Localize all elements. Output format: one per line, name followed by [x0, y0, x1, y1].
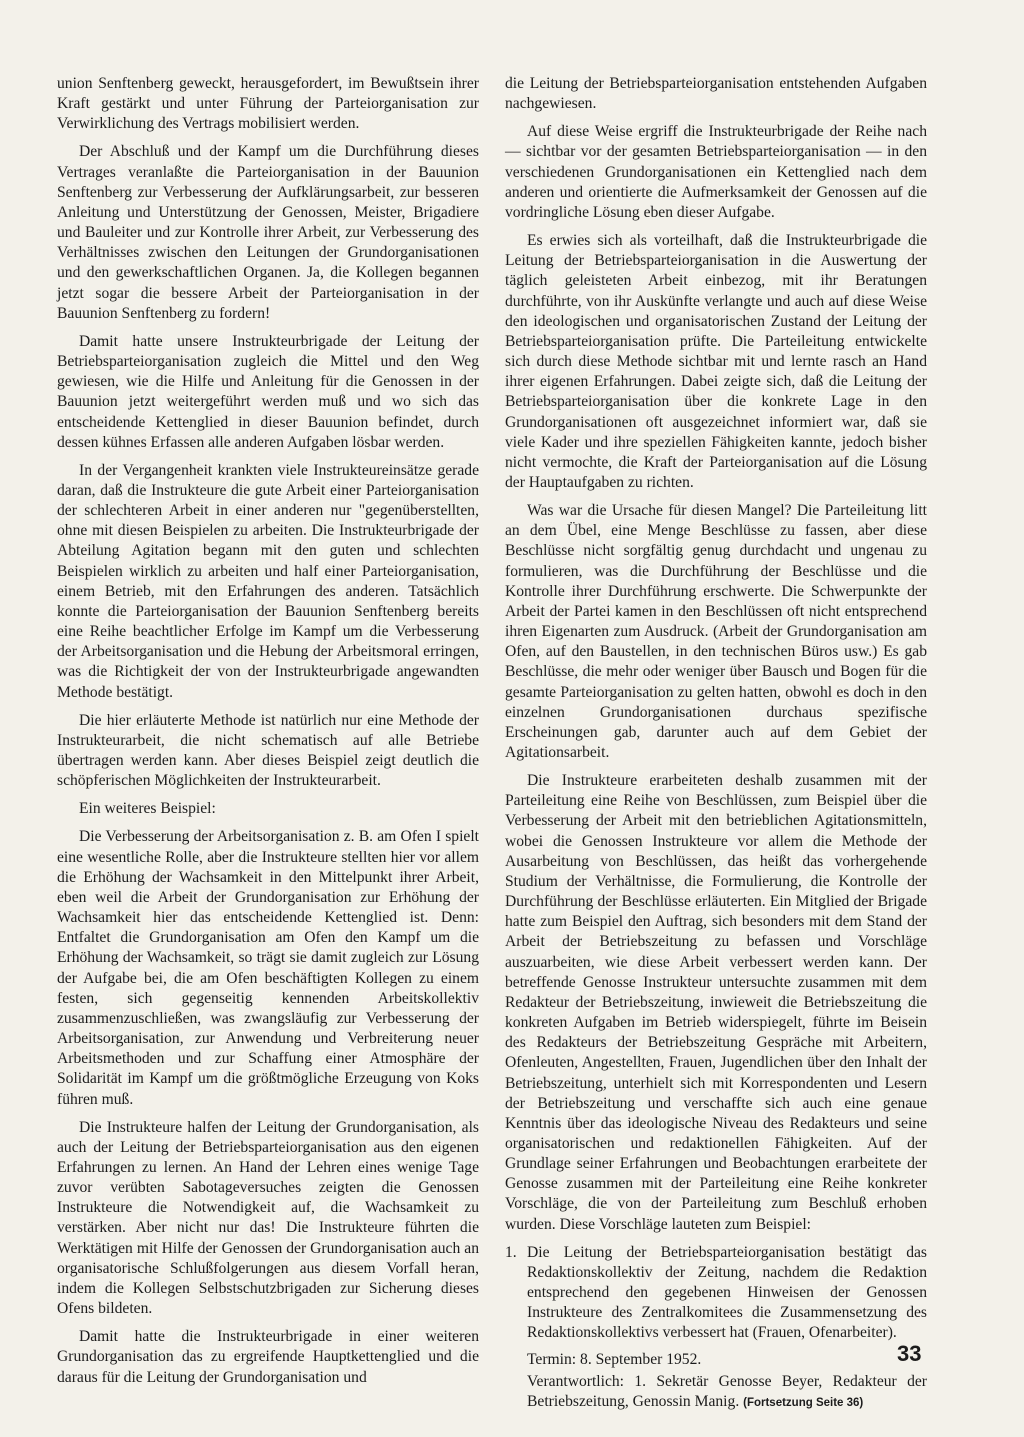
- paragraph: Damit hatte unsere Instrukteurbrigade der Leitung der Betriebsparteiorganisation zugleich die Mittel und den Weg gewiesen, wie die Hilfe und Anleitung für die Genossen in der Bauunion jetzt weitergeführt werden muß und wo sich das entscheidende Kettenglied in dieser Bauunion befindet, durch dessen kühnes Erfassen alle anderen Aufgaben lösbar werden.: [57, 332, 479, 451]
- paragraph: Die Instrukteure halfen der Leitung der Grundorganisation, als auch der Leitung der Betriebsparteiorganisation aus den eigenen Erfahrungen zu lernen. An Hand der Lehren eines wenige Tage zuvor verübten Sabotageversuches zeigten die Genossen Instrukteure die Notwendigkeit auf, die Wachsamkeit zu verstärken. Aber nicht nur das! Die Instrukteure führten die Werktätigen mit Hilfe der Genossen der Grundorganisation auch an organisatorische Schlußfolgerungen aus diesem Vorfall heran, indem die Kollegen Selbstschutzbrigaden zur Sicherung dieses Ofens bildeten.: [57, 1118, 479, 1318]
- paragraph: In der Vergangenheit krankten viele Instrukteureinsätze gerade daran, daß die Instrukteure die gute Arbeit einer Parteiorganisation der schlechteren Arbeit in einer anderen nur "gegenüberstellten, ohne mit diesen Beispielen zu arbeiten. Die Instrukteurbrigade der Abteilung Agitation begann mit den guten und schlechten Beispielen wirklich zu arbeiten und half einer Parteiorganisation, einem Betrieb, mit den Erfahrungen des anderen. Tatsächlich konnte die Parteiorganisation der Bauunion Senftenberg bereits eine Reihe beachtlicher Erfolge im Kampf um die Verbesserung der Arbeitsorganisation und die Hebung der Arbeitsmoral erringen, was die Richtigkeit der von der Instrukteurbrigade angewandten Methode bestätigt.: [57, 461, 479, 701]
- paragraph: die Leitung der Betriebsparteiorganisation entstehenden Aufgaben nachgewiesen.: [505, 75, 927, 113]
- paragraph: Die Instrukteure erarbeiteten deshalb zusammen mit der Parteileitung eine Reihe von Beschlüssen, zum Beispiel über die Verbesserung der Arbeit mit den betrieblichen Agitationsmitteln, wobei die Genossen Instrukteure vor allem die Methode der Ausarbeitung von Beschlüssen, das heißt das vorhergehende Studium der Verhältnisse, die Formulierung, die Kontrolle der Durchführung der Beschlüsse erläuterten. Ein Mitglied der Brigade hatte zum Beispiel den Auftrag, sich besonders mit dem Stand der Arbeit der Betriebszeitung zu befassen und Vorschläge auszuarbeiten, wie diese Arbeit verbessert werden kann. Der betreffende Genosse Instrukteur untersuchte zusammen mit dem Redakteur der Betriebszeitung, inwieweit die Betriebszeitung die konkreten Aufgaben im Betrieb widerspiegelt, führte im Beisein des Redakteurs der Betriebszeitung Gespräche mit Arbeitern, Ofenleuten, Angestellten, Frauen, Jugendlichen über den Inhalt der Betriebszeitung, unterhielt sich mit Korrespondenten und Lesern der Betriebszeitung und verschaffte sich auch eine genaue Kenntnis über das ideologische Niveau des Redakteurs und seine organisatorischen und redaktionellen Fähigkeiten. Auf der Grundlage seiner Erfahrungen und Beobachtungen erarbeitete der Genosse zusammen mit der Parteileitung eine Reihe konkreter Vorschläge, die von der Parteileitung zum Beschluß erhoben wurden. Diese Vorschläge lauteten zum Beispiel:: [505, 772, 927, 1233]
- paragraph: Die hier erläuterte Methode ist natürlich nur eine Methode der Instrukteurarbeit, die nicht schematisch auf alle Betriebe übertragen werden kann. Aber dieses Beispiel zeigt deutlich die schöpferischen Möglichkeiten der Instrukteurarbeit.: [57, 711, 479, 790]
- right-text-column: [505, 74, 927, 1413]
- continuation-note: (Fortsetzung Seite 36): [743, 1396, 864, 1409]
- list-item-text: Die Leitung der Betriebsparteiorganisation bestätigt das Redaktionskollektiv der Zeitung, nachdem die Redaktion entsprechend den gegebenen Hinweisen der Genossen Instrukteure des Zentralkomitees die Zusammensetzung des Redaktionskollektivs verbessert hat (Frauen, Ofenarbeiter).: [527, 1243, 927, 1342]
- list-item-number: 1.: [505, 1243, 517, 1261]
- paragraph: Was war die Ursache für diesen Mangel? Die Parteileitung litt an dem Übel, eine Menge Beschlüsse zu fassen, aber diese Beschlüsse nicht sorgfältig genug durchdacht und ungenau zu formulieren, was die Durchführung der Beschlüsse und die Kontrolle ihrer Durchführung erschwerte. Die Schwerpunkte der Arbeit der Partei kamen in den Beschlüssen oft nicht entsprechend ihren Eigenarten zum Ausdruck. (Arbeit der Grundorganisation am Ofen, auf den Baustellen, in den technischen Büros usw.) Es gab Beschlüsse, die mehr oder weniger über Bausch und Bogen für die gesamte Parteiorganisation zu gelten hatten, obwohl es doch in den einzelnen Grundorganisationen durchaus spezifische Erscheinungen gab, darunter auch auf dem Gebiet der Agitationsarbeit.: [505, 502, 927, 761]
- responsible-text: Verantwortlich: 1. Sekretär Genosse Beyer, Redakteur der Betriebszeitung, Genossin Manig.: [527, 1372, 927, 1410]
- paragraph: Ein weiteres Beispiel:: [79, 800, 216, 818]
- paragraph: Es erwies sich als vorteilhaft, daß die Instrukteurbrigade die Leitung der Betriebsparteiorganisation in die Auswertung der täglich geleisteten Arbeit einbezog, mit ihr Beratungen durchführte, von ihr Auskünfte verlangte und auch auf diese Weise den ideologischen und organisatorischen Zustand der Leitung der Betriebsparteiorganisation prüfte. Die Parteileitung entwickelte sich durch diese Methode sichtbar mit und lernte rasch an Hand ihrer eigenen Erfahrungen. Dabei zeigte sich, daß die Leitung der Betriebsparteiorganisation über die konkrete Lage in den Grundorganisationen oft ausgezeichnet informiert war, daß sie viele Kader und ihre speziellen Fähigkeiten kannte, jedoch bisher nicht vermochte, die Kraft der Parteiorganisation auf die Lösung der Hauptaufgaben zu richten.: [505, 232, 927, 491]
- paragraph: Der Abschluß und der Kampf um die Durchführung dieses Vertrages veranlaßte die Parteiorganisation in der Bauunion Senftenberg zur Verbesserung der Aufklärungsarbeit, zur besseren Anleitung und Unterstützung der Genossen, Meister, Brigadiere und Bauleiter und zur Kontrolle ihrer Arbeit, zur Verbesserung des Verhältnisses zwischen den Leitungen der Grundorganisationen und den gewerkschaftlichen Organen. Ja, die Kollegen begannen jetzt sogar die bessere Arbeit der Parteiorganisation in der Bauunion Senftenberg zu fordern!: [57, 143, 479, 322]
- responsible-line: [527, 1372, 927, 1413]
- paragraph: Auf diese Weise ergriff die Instrukteurbrigade der Reihe nach — sichtbar vor der gesamten Betriebsparteiorganisation — in den verschiedenen Grundorganisationen ein Kettenglied nach dem anderen und orientierte die Aufmerksamkeit der Genossen auf die vordringliche Lösung eben dieser Aufgabe.: [505, 123, 927, 221]
- left-text-column: [57, 74, 479, 1396]
- deadline-line: Termin: 8. September 1952.: [527, 1350, 702, 1368]
- paragraph: Die Verbesserung der Arbeitsorganisation z. B. am Ofen I spielt eine wesentliche Rolle, aber die Instrukteure stellten hier vor allem die Erhöhung der Wachsamkeit in den Mittelpunkt ihrer Arbeit, eben weil die Arbeit der Grundorganisation zur Erhöhung der Wachsamkeit hier das entscheidende Kettenglied ist. Denn: Entfaltet die Grundorganisation am Ofen den Kampf um die Erhöhung der Wachsamkeit, so trägt sie damit zugleich zur Lösung der Aufgabe bei, die am Ofen beschäftigten Kollegen zu einem festen, sich gegenseitig kennenden Arbeitskollektiv zusammenzuschließen, was zwangsläufig zur Verbesserung der Arbeitsorganisation, zur Anwendung und Verbreiterung neuer Arbeitsmethoden und zur Schaffung einer Atmosphäre der Solidarität im Kampf um die größtmögliche Erzeugung von Koks führen muß.: [57, 828, 479, 1108]
- page-number: 33: [897, 1341, 922, 1366]
- numbered-list-item: [505, 1243, 927, 1344]
- paragraph: union Senftenberg geweckt, herausgefordert, im Bewußtsein ihrer Kraft gestärkt und unter Führung der Parteiorganisation zur Verwirklichung des Vertrags mobilisiert werden.: [57, 75, 479, 133]
- paragraph: Damit hatte die Instrukteurbrigade in einer weiteren Grundorganisation das zu ergreifende Hauptkettenglied und die daraus für die Leitung der Grundorganisation und: [57, 1328, 479, 1386]
